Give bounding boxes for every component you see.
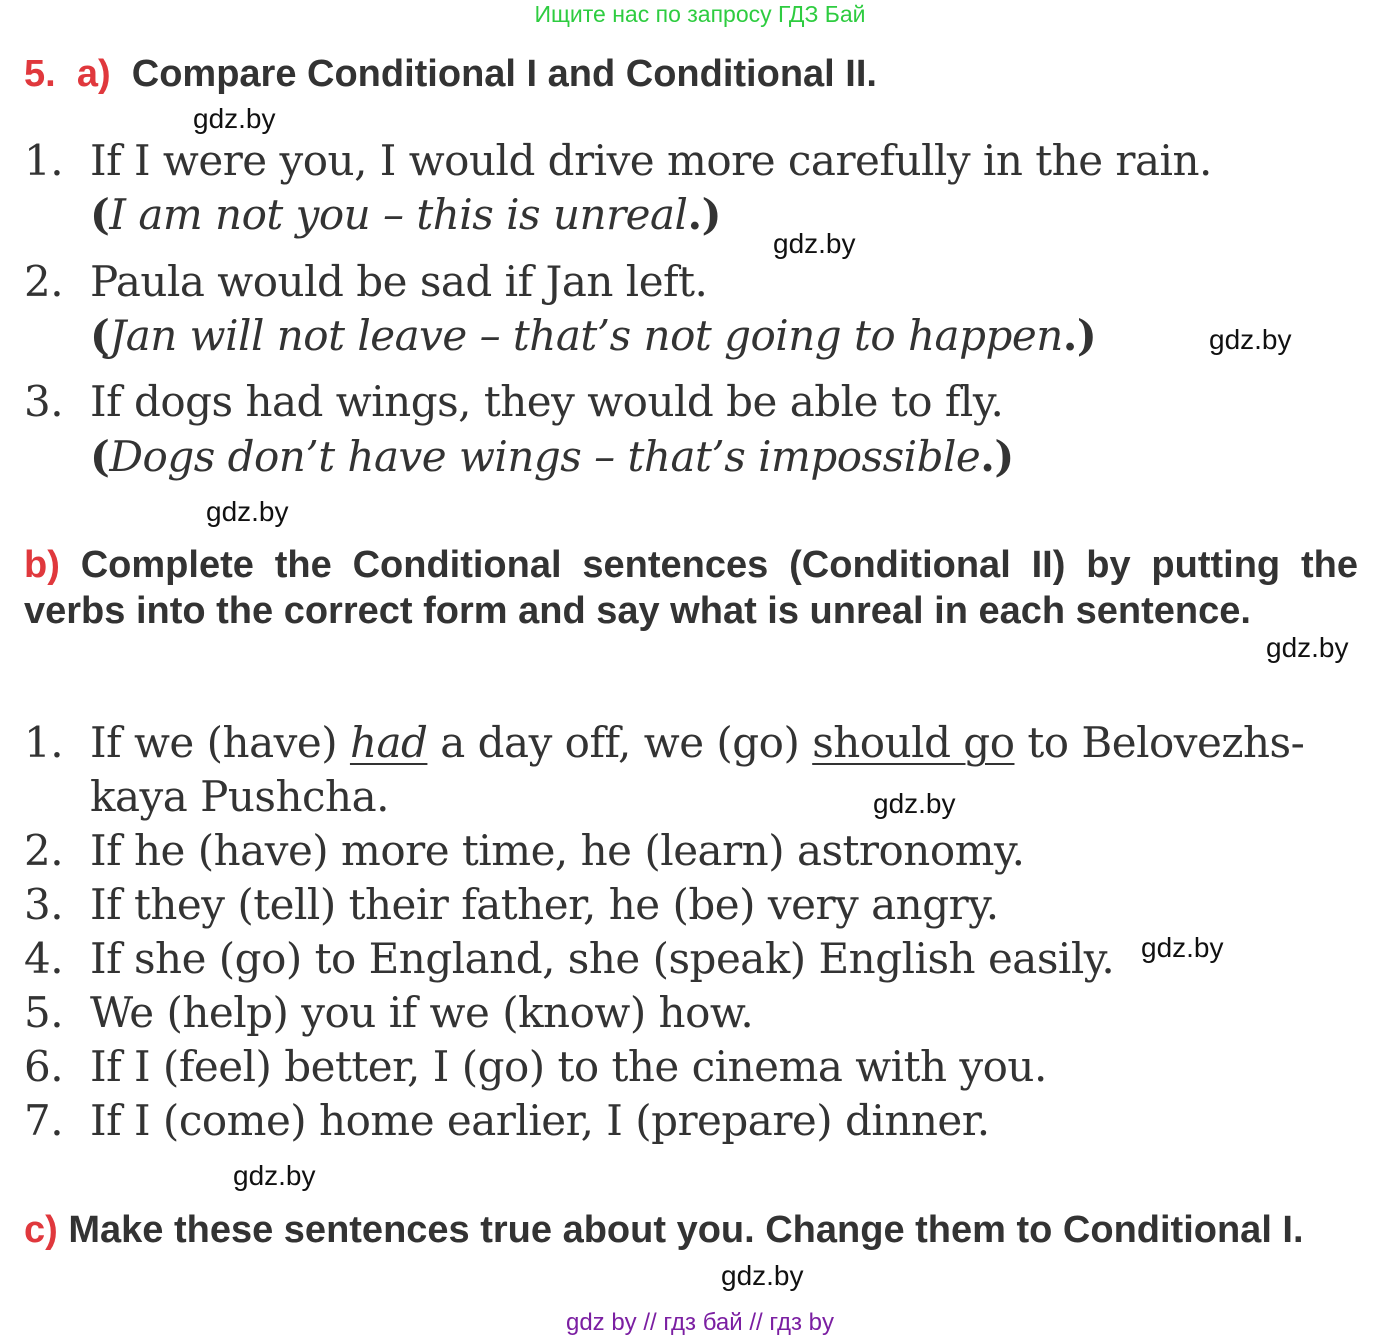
answer-underlined: had [349,718,428,767]
b-item-1-line-1 [90,718,1304,767]
footer: gdz by // гдз бай // гдз by [565,1309,835,1336]
part-b-letter: b) [24,544,60,586]
part-c-letter: c) [24,1209,58,1251]
paren-open: ( [90,311,110,360]
b-item-2-number: 2. [24,826,64,875]
b-item-3-text: If they (tell) their father, he (be) very angry. [90,880,999,929]
b-item-5-text: We (help) you if we (know) how. [90,988,754,1037]
paren-close: .) [1062,311,1097,360]
a-item-3-note [90,432,1014,481]
watermark: gdz.by [721,1260,804,1291]
top-banner: Ищите нас по запросу ГДЗ Бай [534,1,866,27]
watermark: gdz.by [873,788,956,819]
note-text: I am not you – this is unreal [109,190,688,239]
a-item-1-sentence: If I were you, I would drive more carefully in the rain. [90,136,1212,185]
watermark: gdz.by [1141,932,1224,963]
note-text: Dogs don’t have wings – that’s impossible [109,432,981,481]
sentence-part: If we (have) [90,718,350,767]
paren-open: ( [90,432,110,481]
paren-close: .) [980,432,1014,481]
b-item-6-number: 6. [24,1042,64,1091]
part-c-heading [24,1207,1358,1253]
part-c-title: Make these sentences true about you. Change them to Conditional I. [68,1209,1304,1251]
a-item-2-number: 2. [24,257,64,306]
b-item-4-number: 4. [24,934,64,983]
a-item-3-number: 3. [24,377,64,426]
watermark: gdz.by [1209,324,1292,355]
watermark: gdz.by [233,1160,316,1191]
watermark: gdz.by [773,228,856,259]
sentence-part: a day off, we (go) [427,718,813,767]
b-item-6-text: If I (feel) better, I (go) to the cinema with you. [90,1042,1047,1091]
a-item-1-number: 1. [24,136,64,185]
a-item-2-sentence: Paula would be sad if Jan left. [90,257,708,306]
paren-open: ( [90,190,110,239]
part-a-title: Compare Conditional I and Conditional II. [131,53,877,95]
sentence-part: to Belovezhs- [1014,718,1305,767]
b-item-1-number: 1. [24,718,64,767]
note-text: Jan will not leave – that’s not going to happen [109,311,1063,360]
part-a-letter: a) [76,53,111,95]
paren-close: .) [687,190,721,239]
b-item-1-line-2: kaya Pushcha. [90,772,389,821]
b-item-7-number: 7. [24,1096,64,1145]
b-item-5-number: 5. [24,988,64,1037]
b-item-3-number: 3. [24,880,64,929]
exercise-number: 5. [24,53,56,95]
b-item-2-text: If he (have) more time, he (learn) astronomy. [90,826,1025,875]
watermark: gdz.by [206,496,289,527]
part-b-title: Complete the Conditional sentences (Conditional II) by putting the verbs into the correct form and say what is unreal in each sentence. [24,544,1358,632]
a-item-2-note [90,311,1096,360]
a-item-1-note [90,190,721,239]
b-item-7-text: If I (come) home earlier, I (prepare) dinner. [90,1096,990,1145]
part-a-heading [24,53,877,96]
part-b-heading [24,542,1358,634]
a-item-3-sentence: If dogs had wings, they would be able to fly. [90,377,1004,426]
answer-underlined: should go [812,718,1015,767]
b-item-4-text: If she (go) to England, she (speak) English easily. [90,934,1115,983]
watermark: gdz.by [193,103,276,134]
watermark: gdz.by [1266,632,1349,663]
